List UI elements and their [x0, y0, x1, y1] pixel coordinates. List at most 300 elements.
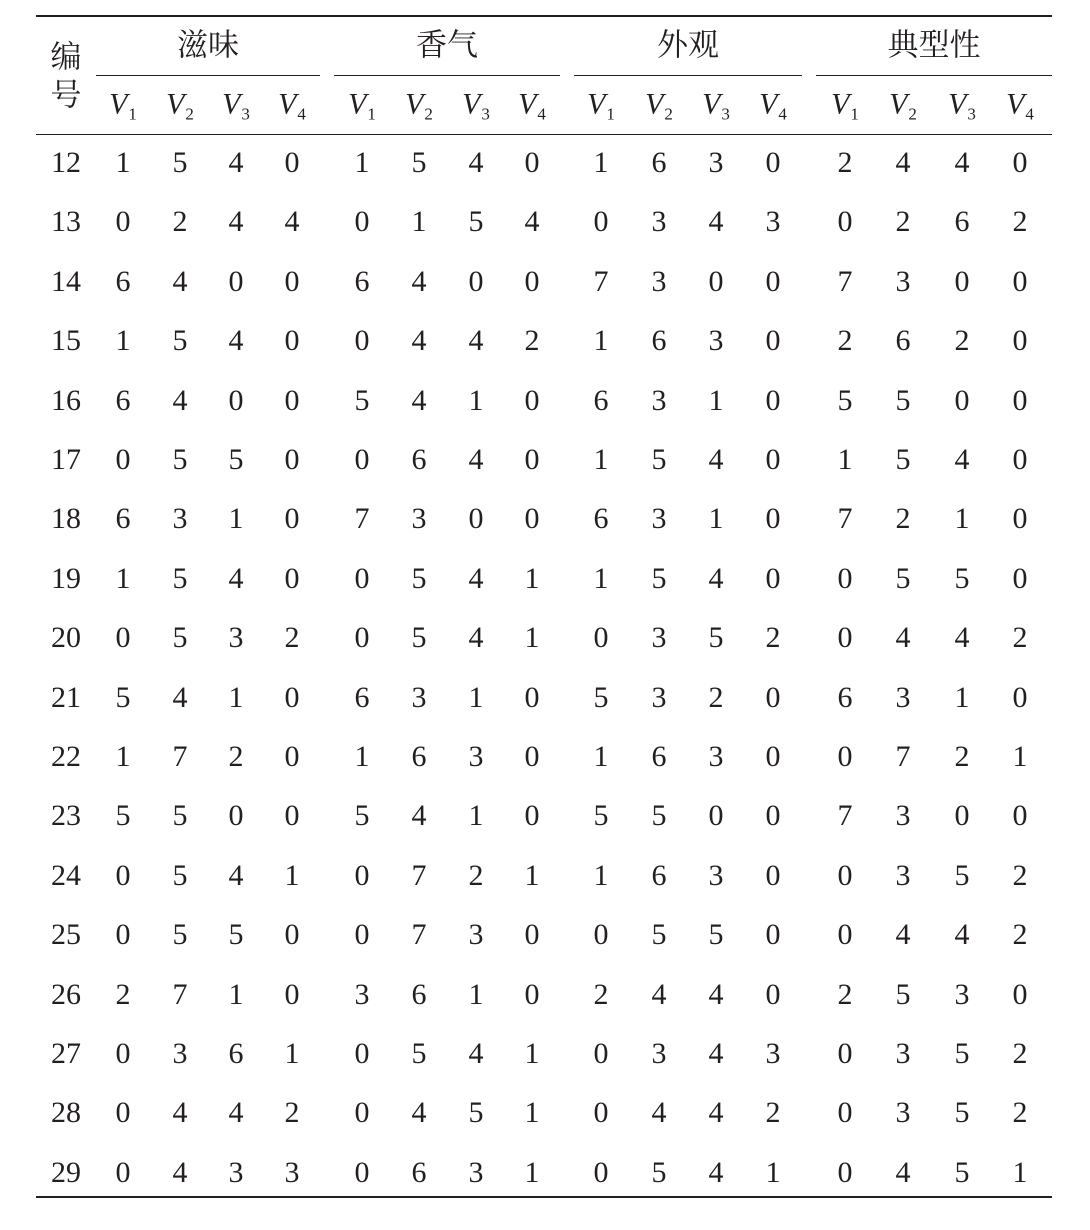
- table-cell: 5: [651, 443, 667, 476]
- table-cell: 0: [765, 740, 781, 773]
- header-bottom-rule: [36, 134, 1052, 135]
- table-cell: 4: [954, 443, 970, 476]
- table-cell: 2: [837, 977, 853, 1011]
- table-cell: 6: [651, 858, 667, 892]
- table-cell: 0: [524, 799, 540, 833]
- table-cell: 3: [895, 799, 911, 833]
- table-cell: 1: [228, 680, 244, 714]
- table-cell: 0: [228, 383, 244, 417]
- id-header-line-2: 号: [50, 77, 82, 114]
- table-cell: 5: [354, 799, 370, 833]
- table-cell: 0: [837, 858, 853, 892]
- table-cell: 2: [524, 324, 540, 358]
- table-cell: 3: [651, 264, 667, 298]
- sub-header-g2-v2: [405, 87, 433, 124]
- table-cell: 6: [228, 1037, 244, 1070]
- sub-header-index: 3: [967, 104, 976, 124]
- table-cell: 1: [524, 1155, 540, 1189]
- sub-header-index: 3: [721, 104, 730, 124]
- sub-header-letter: V: [278, 87, 297, 121]
- table-cell: 2: [708, 680, 724, 714]
- sub-header-index: 3: [241, 104, 250, 124]
- table-cell: 7: [354, 502, 370, 536]
- group-header-typicality: 典型性: [887, 27, 981, 64]
- table-cell: 2: [1012, 621, 1028, 655]
- table-cell: 7: [837, 799, 853, 833]
- table-cell: 0: [765, 146, 781, 179]
- table-cell: 6: [354, 264, 370, 298]
- table-cell: 0: [593, 1037, 609, 1070]
- table-cell: 0: [837, 621, 853, 655]
- table-cell: 3: [651, 205, 667, 239]
- table-cell: 0: [1012, 264, 1028, 298]
- table-cell: 4: [411, 799, 427, 833]
- table-cell: 2: [1012, 918, 1028, 952]
- table-cell: 4: [954, 918, 970, 952]
- table-cell: 2: [837, 146, 853, 179]
- table-cell: 4: [708, 1037, 724, 1070]
- table-cell: 5: [651, 799, 667, 833]
- table-cell: 1: [468, 977, 484, 1011]
- table-cell: 1: [954, 502, 970, 536]
- table-cell: 0: [524, 383, 540, 417]
- group-header-taste: 滋味: [177, 27, 239, 64]
- row-id: 18: [51, 502, 81, 536]
- table-cell: 6: [115, 502, 131, 536]
- table-cell: 6: [411, 977, 427, 1011]
- table-cell: 3: [708, 146, 724, 179]
- table-cell: 4: [708, 443, 724, 476]
- table-cell: 5: [593, 680, 609, 714]
- table-cell: 2: [1012, 205, 1028, 239]
- sub-header-letter: V: [462, 87, 481, 121]
- table-cell: 0: [593, 1155, 609, 1189]
- sub-header-index: 4: [778, 104, 787, 124]
- sub-header-index: 4: [1025, 104, 1034, 124]
- table-cell: 1: [1012, 1155, 1028, 1189]
- sub-header-g4-v2: [889, 87, 917, 124]
- table-cell: 2: [765, 1096, 781, 1130]
- table-cell: 4: [411, 1096, 427, 1130]
- sub-header-g2-v3: [462, 87, 490, 124]
- table-cell: 0: [837, 1037, 853, 1070]
- table-cell: 1: [524, 1096, 540, 1130]
- sub-header-letter: V: [348, 87, 367, 121]
- table-cell: 5: [954, 1096, 970, 1130]
- table-cell: 0: [284, 324, 300, 358]
- table-cell: 1: [354, 740, 370, 773]
- table-cell: 5: [651, 918, 667, 952]
- row-id: 22: [51, 740, 81, 773]
- table-cell: 0: [765, 383, 781, 417]
- table-cell: 1: [115, 561, 131, 595]
- group-rule-1: [96, 75, 320, 76]
- sub-header-g1-v2: [166, 87, 194, 124]
- table-cell: 5: [651, 561, 667, 595]
- table-cell: 0: [284, 502, 300, 536]
- table-cell: 0: [954, 264, 970, 298]
- table-cell: 5: [228, 918, 244, 952]
- table-cell: 4: [895, 146, 911, 179]
- table-cell: 4: [228, 1096, 244, 1130]
- table-cell: 0: [354, 1096, 370, 1130]
- table-cell: 1: [115, 740, 131, 773]
- table-cell: 3: [172, 502, 188, 536]
- row-id: 20: [51, 621, 81, 655]
- table-cell: 0: [1012, 146, 1028, 179]
- row-id: 24: [51, 858, 81, 892]
- table-cell: 0: [115, 918, 131, 952]
- table-cell: 1: [115, 324, 131, 358]
- table-cell: 4: [468, 1037, 484, 1070]
- table-cell: 4: [172, 264, 188, 298]
- table-cell: 5: [411, 561, 427, 595]
- table-cell: 0: [284, 977, 300, 1011]
- table-cell: 3: [284, 1155, 300, 1189]
- table-cell: 6: [895, 324, 911, 358]
- table-cell: 3: [708, 858, 724, 892]
- table-cell: 4: [708, 205, 724, 239]
- table-cell: 0: [765, 502, 781, 536]
- table-cell: 0: [837, 1155, 853, 1189]
- table-cell: 1: [284, 1037, 300, 1070]
- table-cell: 3: [651, 621, 667, 655]
- row-id: 19: [51, 561, 81, 595]
- table-cell: 4: [468, 146, 484, 179]
- table-cell: 0: [354, 1155, 370, 1189]
- table-cell: 3: [895, 1037, 911, 1070]
- bottom-rule: [36, 1196, 1052, 1198]
- sub-header-letter: V: [518, 87, 537, 121]
- sub-header-letter: V: [831, 87, 850, 121]
- table-cell: 0: [1012, 680, 1028, 714]
- table-cell: 4: [708, 1096, 724, 1130]
- table-cell: 0: [593, 1096, 609, 1130]
- table-cell: 0: [954, 383, 970, 417]
- table-cell: 5: [651, 1155, 667, 1189]
- table-cell: 1: [593, 858, 609, 892]
- table-cell: 0: [524, 918, 540, 952]
- row-id: 12: [51, 146, 81, 179]
- table-cell: 5: [954, 1037, 970, 1070]
- sub-header-g1-v4: [278, 87, 306, 124]
- table-cell: 1: [524, 561, 540, 595]
- table-cell: 0: [765, 264, 781, 298]
- table-cell: 1: [708, 383, 724, 417]
- group-rule-2: [334, 75, 560, 76]
- row-id: 21: [51, 680, 81, 714]
- table-cell: 0: [524, 740, 540, 773]
- sub-header-index: 1: [128, 104, 137, 124]
- table-cell: 6: [593, 502, 609, 536]
- table-cell: 5: [115, 680, 131, 714]
- table-cell: 0: [354, 1037, 370, 1070]
- table-cell: 3: [411, 502, 427, 536]
- table-cell: 2: [284, 1096, 300, 1130]
- row-id: 16: [51, 383, 81, 417]
- table-cell: 0: [1012, 443, 1028, 476]
- sub-header-letter: V: [948, 87, 967, 121]
- table-cell: 5: [468, 205, 484, 239]
- table-cell: 0: [284, 799, 300, 833]
- table-cell: 0: [765, 443, 781, 476]
- table-cell: 7: [172, 740, 188, 773]
- table-cell: 1: [115, 146, 131, 179]
- table-cell: 4: [468, 324, 484, 358]
- table-cell: 3: [468, 918, 484, 952]
- sub-header-g3-v2: [645, 87, 673, 124]
- table-cell: 0: [1012, 561, 1028, 595]
- sub-header-index: 2: [664, 104, 673, 124]
- table-cell: 1: [593, 146, 609, 179]
- table-cell: 0: [954, 799, 970, 833]
- group-header-aroma: 香气: [416, 27, 478, 64]
- table-cell: 6: [651, 146, 667, 179]
- table-cell: 5: [895, 383, 911, 417]
- table-cell: 0: [837, 918, 853, 952]
- sub-header-g2-v1: [348, 87, 376, 124]
- table-cell: 0: [593, 918, 609, 952]
- table-cell: 5: [593, 799, 609, 833]
- table-cell: 4: [708, 561, 724, 595]
- table-cell: 5: [411, 146, 427, 179]
- table-cell: 0: [284, 443, 300, 476]
- table-cell: 6: [411, 740, 427, 773]
- table-cell: 4: [468, 561, 484, 595]
- table-cell: 0: [1012, 502, 1028, 536]
- sub-header-letter: V: [166, 87, 185, 121]
- table-cell: 3: [228, 621, 244, 655]
- table-cell: 0: [115, 1096, 131, 1130]
- table-cell: 5: [954, 561, 970, 595]
- table-cell: 4: [954, 621, 970, 655]
- table-cell: 3: [172, 1037, 188, 1070]
- table-cell: 4: [172, 383, 188, 417]
- table-cell: 1: [593, 324, 609, 358]
- table-cell: 5: [228, 443, 244, 476]
- table-cell: 1: [468, 799, 484, 833]
- table-cell: 3: [895, 858, 911, 892]
- table-cell: 1: [524, 1037, 540, 1070]
- table-cell: 0: [593, 205, 609, 239]
- row-id: 14: [51, 264, 81, 298]
- table-cell: 1: [593, 443, 609, 476]
- table-cell: 4: [228, 858, 244, 892]
- table-cell: 0: [524, 680, 540, 714]
- table-cell: 0: [354, 918, 370, 952]
- table-cell: 3: [651, 502, 667, 536]
- table-cell: 5: [411, 621, 427, 655]
- table-cell: 0: [354, 205, 370, 239]
- table-cell: 0: [284, 561, 300, 595]
- table-cell: 2: [1012, 1096, 1028, 1130]
- sub-header-index: 2: [185, 104, 194, 124]
- table-cell: 0: [115, 443, 131, 476]
- table-cell: 3: [228, 1155, 244, 1189]
- group-rule-4: [816, 75, 1052, 76]
- table-cell: 4: [228, 561, 244, 595]
- table-cell: 4: [172, 1096, 188, 1130]
- table-cell: 7: [837, 502, 853, 536]
- table-cell: 6: [354, 680, 370, 714]
- table-cell: 4: [228, 146, 244, 179]
- table-cell: 3: [468, 740, 484, 773]
- table-cell: 0: [524, 443, 540, 476]
- table-cell: 0: [524, 146, 540, 179]
- table-cell: 2: [284, 621, 300, 655]
- table-cell: 5: [172, 858, 188, 892]
- row-id: 29: [51, 1155, 81, 1189]
- table-cell: 6: [954, 205, 970, 239]
- table-cell: 5: [468, 1096, 484, 1130]
- row-id: 25: [51, 918, 81, 952]
- table-cell: 2: [228, 740, 244, 773]
- table-cell: 1: [524, 858, 540, 892]
- table-cell: 5: [411, 1037, 427, 1070]
- table-cell: 0: [765, 799, 781, 833]
- table-cell: 1: [954, 680, 970, 714]
- table-cell: 6: [115, 383, 131, 417]
- sub-header-letter: V: [759, 87, 778, 121]
- table-cell: 2: [954, 324, 970, 358]
- table-cell: 4: [524, 205, 540, 239]
- table-cell: 0: [765, 324, 781, 358]
- row-id: 27: [51, 1037, 81, 1070]
- sub-header-g4-v4: [1006, 87, 1034, 124]
- table-cell: 3: [765, 1037, 781, 1070]
- sub-header-g4-v3: [948, 87, 976, 124]
- table-cell: 0: [837, 205, 853, 239]
- table-cell: 4: [651, 977, 667, 1011]
- table-cell: 0: [837, 561, 853, 595]
- table-cell: 2: [954, 740, 970, 773]
- table-cell: 0: [708, 799, 724, 833]
- table-cell: 2: [1012, 1037, 1028, 1070]
- table-cell: 0: [354, 858, 370, 892]
- sub-header-index: 2: [424, 104, 433, 124]
- table-cell: 1: [468, 383, 484, 417]
- sub-header-g3-v1: [587, 87, 615, 124]
- table-cell: 6: [593, 383, 609, 417]
- group-rule-3: [574, 75, 802, 76]
- table-cell: 6: [651, 740, 667, 773]
- sub-header-index: 4: [297, 104, 306, 124]
- table-cell: 0: [765, 680, 781, 714]
- table-cell: 0: [284, 680, 300, 714]
- table-cell: 0: [593, 621, 609, 655]
- table-cell: 4: [895, 1155, 911, 1189]
- sub-header-index: 4: [537, 104, 546, 124]
- table-cell: 4: [228, 205, 244, 239]
- table-cell: 0: [1012, 324, 1028, 358]
- table-cell: 1: [765, 1155, 781, 1189]
- table-cell: 3: [708, 324, 724, 358]
- table-cell: 3: [765, 205, 781, 239]
- table-cell: 7: [895, 740, 911, 773]
- table-cell: 3: [651, 383, 667, 417]
- table-cell: 4: [651, 1096, 667, 1130]
- table-cell: 1: [1012, 740, 1028, 773]
- table-cell: 0: [1012, 799, 1028, 833]
- table-cell: 4: [708, 1155, 724, 1189]
- table-cell: 2: [468, 858, 484, 892]
- table-cell: 3: [468, 1155, 484, 1189]
- table-cell: 1: [524, 621, 540, 655]
- table-cell: 4: [708, 977, 724, 1011]
- table-cell: 4: [228, 324, 244, 358]
- table-cell: 0: [524, 502, 540, 536]
- sub-header-letter: V: [1006, 87, 1025, 121]
- sub-header-index: 1: [850, 104, 859, 124]
- sub-header-letter: V: [405, 87, 424, 121]
- table-cell: 6: [837, 680, 853, 714]
- table-cell: 0: [115, 1037, 131, 1070]
- table-cell: 3: [895, 680, 911, 714]
- table-cell: 3: [354, 977, 370, 1011]
- sub-header-g3-v3: [702, 87, 730, 124]
- sub-header-index: 1: [367, 104, 376, 124]
- table-cell: 4: [172, 680, 188, 714]
- table-cell: 5: [172, 561, 188, 595]
- row-id: 28: [51, 1096, 81, 1130]
- table-cell: 0: [284, 918, 300, 952]
- row-id: 26: [51, 977, 81, 1011]
- table-cell: 5: [172, 621, 188, 655]
- table-cell: 0: [354, 443, 370, 476]
- sub-header-letter: V: [109, 87, 128, 121]
- table-cell: 6: [115, 264, 131, 298]
- table-cell: 3: [411, 680, 427, 714]
- table-cell: 5: [172, 443, 188, 476]
- table-cell: 0: [765, 858, 781, 892]
- table-cell: 0: [115, 858, 131, 892]
- sub-header-index: 2: [908, 104, 917, 124]
- table-cell: 2: [172, 205, 188, 239]
- table-cell: 0: [284, 264, 300, 298]
- table-cell: 6: [411, 1155, 427, 1189]
- table-cell: 0: [708, 264, 724, 298]
- table-cell: 1: [593, 561, 609, 595]
- table-cell: 5: [172, 324, 188, 358]
- table-cell: 0: [354, 561, 370, 595]
- table-cell: 7: [172, 977, 188, 1011]
- table-cell: 0: [284, 146, 300, 179]
- table-cell: 3: [895, 264, 911, 298]
- table-cell: 4: [468, 621, 484, 655]
- table-cell: 0: [468, 264, 484, 298]
- table-cell: 6: [651, 324, 667, 358]
- row-id: 15: [51, 324, 81, 358]
- table-cell: 2: [895, 205, 911, 239]
- table-cell: 0: [524, 977, 540, 1011]
- table-cell: 7: [411, 918, 427, 952]
- table-cell: 0: [837, 740, 853, 773]
- table-cell: 0: [228, 264, 244, 298]
- table-cell: 0: [284, 740, 300, 773]
- sub-header-letter: V: [645, 87, 664, 121]
- table-cell: 5: [172, 146, 188, 179]
- table-cell: 0: [1012, 977, 1028, 1011]
- sub-header-g2-v4: [518, 87, 546, 124]
- table-cell: 1: [354, 146, 370, 179]
- table-cell: 1: [837, 443, 853, 476]
- table-cell: 4: [172, 1155, 188, 1189]
- table-cell: 0: [284, 383, 300, 417]
- table-cell: 2: [593, 977, 609, 1011]
- table-cell: 5: [708, 918, 724, 952]
- sub-header-g1-v1: [109, 87, 137, 124]
- sub-header-letter: V: [889, 87, 908, 121]
